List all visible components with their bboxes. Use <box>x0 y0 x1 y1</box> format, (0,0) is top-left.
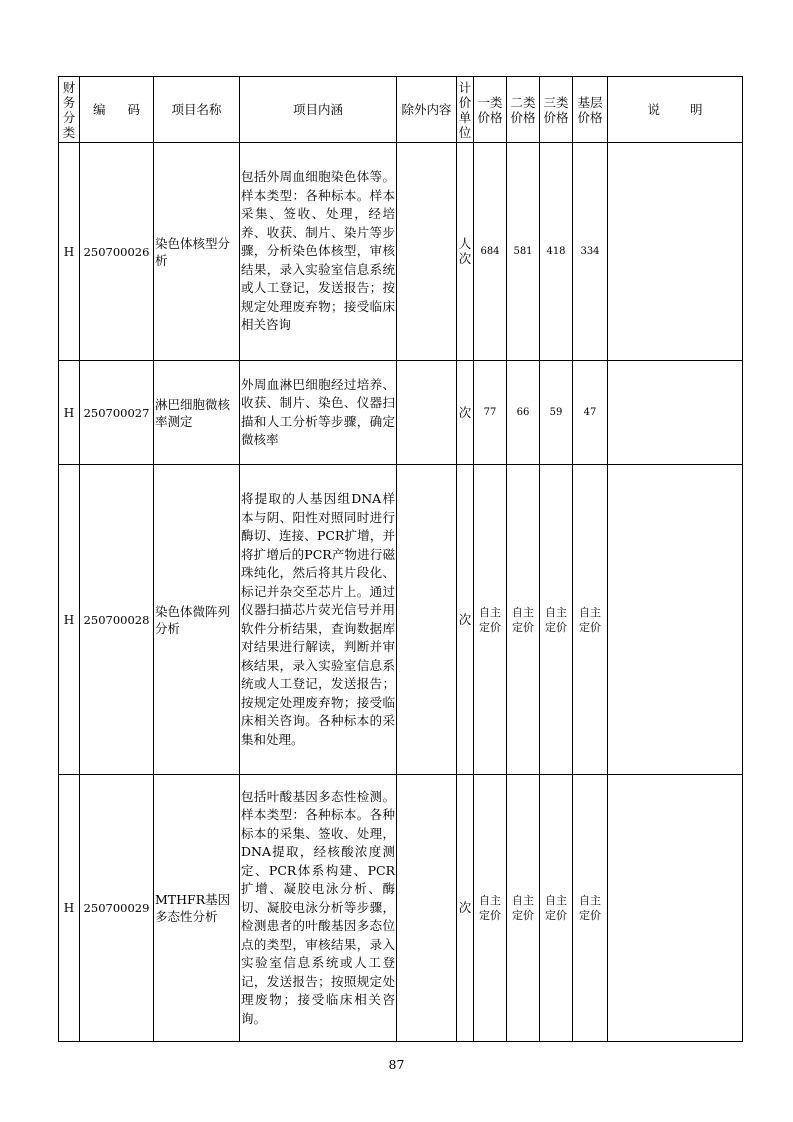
row-unit: 次 <box>457 465 474 775</box>
table-row <box>59 465 743 775</box>
row-code: 250700026 <box>80 143 154 361</box>
row-price2: 自主定价 <box>507 465 540 775</box>
header-excluded: 除外内容 <box>397 77 457 143</box>
row-unit: 次 <box>457 361 474 465</box>
row-content: 包括叶酸基因多态性检测。样本类型：各种标本。各种标本的采集、签收、处理，DNA提取，经核酸浓度测定、PCR体系构建、PCR扩增、凝胶电泳分析、酶切、凝胶电泳分析等步骤，检测患者的叶酸基因多态位点的类型，审核结果，录入实验室信息系统或人工登记，发送报告；按照规定处理废物；接受临床相关咨询。 <box>240 775 397 1042</box>
header-price3: 三类价格 <box>540 77 573 143</box>
row-code: 250700028 <box>80 465 154 775</box>
row-price1: 自主定价 <box>474 465 507 775</box>
table-row <box>59 775 743 1042</box>
row-excluded <box>397 465 457 775</box>
row-name: 淋巴细胞微核率测定 <box>154 361 240 465</box>
table-row <box>59 361 743 465</box>
header-price1: 一类价格 <box>474 77 507 143</box>
header-unit: 计价单位 <box>457 77 474 143</box>
row-price3: 自主定价 <box>540 775 573 1042</box>
row-category: H <box>59 143 80 361</box>
row-content: 外周血淋巴细胞经过培养、收获、制片、染色、仪器扫描和人工分析等步骤，确定微核率 <box>240 361 397 465</box>
row-code: 250700029 <box>80 775 154 1042</box>
table-header-row <box>59 77 743 143</box>
row-price2: 自主定价 <box>507 775 540 1042</box>
row-price1: 684 <box>474 143 507 361</box>
row-name: 染色体微阵列分析 <box>154 465 240 775</box>
row-explanation <box>608 143 743 361</box>
header-explanation: 说明 <box>608 77 743 143</box>
row-unit: 次 <box>457 775 474 1042</box>
header-content: 项目内涵 <box>240 77 397 143</box>
row-price1: 77 <box>474 361 507 465</box>
header-price2: 二类价格 <box>507 77 540 143</box>
row-price4: 47 <box>573 361 608 465</box>
row-explanation <box>608 361 743 465</box>
row-category: H <box>59 465 80 775</box>
row-excluded <box>397 775 457 1042</box>
row-excluded <box>397 143 457 361</box>
row-price4: 自主定价 <box>573 775 608 1042</box>
row-excluded <box>397 361 457 465</box>
header-code: 编码 <box>80 77 154 143</box>
row-name: MTHFR基因多态性分析 <box>154 775 240 1042</box>
row-name: 染色体核型分析 <box>154 143 240 361</box>
row-content: 包括外周血细胞染色体等。样本类型：各种标本。样本采集、签收、处理，经培养、收获、制片、染片等步骤，分析染色体核型，审核结果，录入实验室信息系统或人工登记，发送报告；按规定处理废弃物；接受临床相关咨询 <box>240 143 397 361</box>
row-price1: 自主定价 <box>474 775 507 1042</box>
table-row <box>59 143 743 361</box>
row-price4: 自主定价 <box>573 465 608 775</box>
row-explanation <box>608 465 743 775</box>
row-price3: 59 <box>540 361 573 465</box>
header-name: 项目名称 <box>154 77 240 143</box>
row-price4: 334 <box>573 143 608 361</box>
row-unit: 人次 <box>457 143 474 361</box>
row-price2: 66 <box>507 361 540 465</box>
row-category: H <box>59 361 80 465</box>
row-explanation <box>608 775 743 1042</box>
row-category: H <box>59 775 80 1042</box>
page-number: 87 <box>388 1057 405 1072</box>
row-content: 将提取的人基因组DNA样本与阴、阳性对照同时进行酶切、连接、PCR扩增，并将扩增后的PCR产物进行磁珠纯化，然后将其片段化、标记并杂交至芯片上。通过仪器扫描芯片荧光信号并用软件分析结果，查询数据库对结果进行解读，判断并审核结果，录入实验室信息系统或人工登记，发送报告；按规定处理废弃物；接受临床相关咨询。各种标本的采集和处理。 <box>240 465 397 775</box>
row-code: 250700027 <box>80 361 154 465</box>
header-price4: 基层价格 <box>573 77 608 143</box>
row-price3: 自主定价 <box>540 465 573 775</box>
row-price2: 581 <box>507 143 540 361</box>
header-category: 财务分类 <box>59 77 80 143</box>
pricing-table <box>58 76 743 1042</box>
row-price3: 418 <box>540 143 573 361</box>
